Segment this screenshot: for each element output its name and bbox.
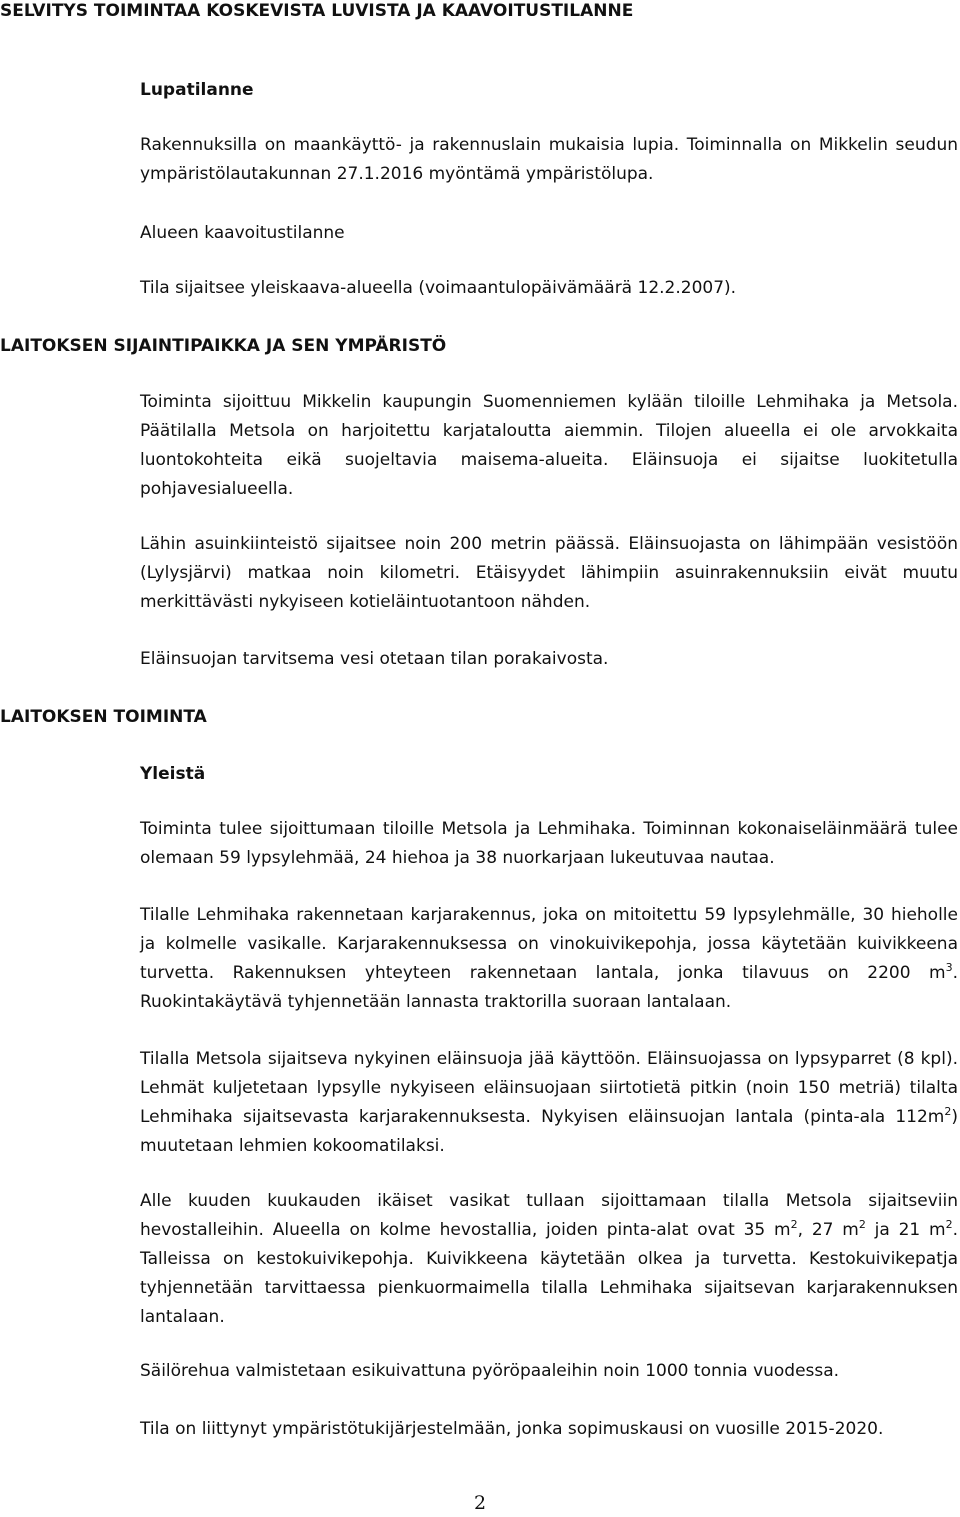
document-title: SELVITYS TOIMINTAA KOSKEVISTA LUVISTA JA KAAVOITUSTILANNE xyxy=(0,1,634,21)
paragraph-toiminta-4 xyxy=(140,1187,958,1332)
text-run: Tilalla Metsola sijaitseva nykyinen eläinsuoja jää käyttöön. Eläinsuojassa on lypsyparret (8 kpl). Lehmät kuljetetaan lypsylle nykyiseen eläinsuojaan siirtotietä pitkin (noin 150 metriä) tilalta Lehmihaka sijaitsevasta karjarakennuksesta. Nykyisen eläinsuojan lantala (pinta-ala 112m xyxy=(140,1049,958,1127)
paragraph-toiminta-5: Säilörehua valmistetaan esikuivattuna pyöröpaaleihin noin 1000 tonnia vuodessa. xyxy=(140,1361,840,1381)
page-number: 2 xyxy=(473,1492,487,1514)
text-run: , 27 m xyxy=(797,1220,859,1240)
subsection-heading-yleista: Yleistä xyxy=(140,764,206,784)
superscript: 2 xyxy=(945,1218,953,1231)
text-run: ) muutetaan lehmien kokoomatilaksi. xyxy=(140,1107,958,1156)
paragraph-toiminta-1: Toiminta tulee sijoittumaan tiloille Metsola ja Lehmihaka. Toiminnan kokonaiseläinmäärä tulee olemaan 59 lypsylehmää, 24 hiehoa ja 38 nuorkarjaan lukeutuvaa nautaa. xyxy=(140,819,958,868)
paragraph-lupatilanne: Rakennuksilla on maankäyttö- ja rakennuslain mukaisia lupia. Toiminnalla on Mikkelin seudun ympäristölautakunnan 27.1.2016 myöntämä ympäristölupa. xyxy=(140,135,958,184)
text-run: Tilalle Lehmihaka rakennetaan karjarakennus, joka on mitoitettu 59 lypsylehmälle, 30 hieholle ja kolmelle vasikalle. Karjarakennuksessa on vinokuivikepohja, jossa käytetään kuivikkeena turvetta. Rakennuksen yhteyteen rakennetaan lantala, jonka tilavuus on 2200 m xyxy=(140,905,958,983)
superscript: 3 xyxy=(945,961,953,974)
section-heading-sijainti: LAITOKSEN SIJAINTIPAIKKA JA SEN YMPÄRISTÖ xyxy=(0,336,447,356)
superscript: 2 xyxy=(790,1218,798,1231)
superscript: 2 xyxy=(858,1218,866,1231)
text-run: Alle kuuden kuukauden ikäiset vasikat tullaan sijoittamaan tilalla Metsola sijaitseviin hevostalleihin. Alueella on kolme hevostallia, joiden pinta-alat ovat 35 m xyxy=(140,1191,958,1240)
paragraph-toiminta-6: Tila on liittynyt ympäristötukijärjestelmään, jonka sopimuskausi on vuosille 2015-2020. xyxy=(140,1419,884,1439)
superscript: 2 xyxy=(944,1105,952,1118)
paragraph-kaavoitus: Tila sijaitsee yleiskaava-alueella (voimaantulopäivämäärä 12.2.2007). xyxy=(140,278,737,298)
paragraph-sijainti-1: Toiminta sijoittuu Mikkelin kaupungin Suomenniemen kylään tiloille Lehmihaka ja Metsola. Päätilalla Metsola on harjoitettu karjataloutta aiemmin. Tilojen alueella ei ole arvokkaita luontokohteita eikä suojeltavia maisema-alueita. Eläinsuoja ei sijaitse luokitetulla pohjavesialueella. xyxy=(140,392,958,499)
text-run: ja 21 m xyxy=(865,1220,946,1240)
section-heading-kaavoitus: Alueen kaavoitustilanne xyxy=(140,223,345,243)
section-heading-toiminta: LAITOKSEN TOIMINTA xyxy=(0,707,207,727)
paragraph-sijainti-3: Eläinsuojan tarvitsema vesi otetaan tilan porakaivosta. xyxy=(140,649,609,669)
paragraph-toiminta-3 xyxy=(140,1045,958,1161)
text-run: . Ruokintakäytävä tyhjennetään lannasta traktorilla suoraan lantalaan. xyxy=(140,963,958,1012)
section-heading-lupatilanne: Lupatilanne xyxy=(140,80,254,100)
text-run: . Talleissa on kestokuivikepohja. Kuivikkeena käytetään olkea ja turvetta. Kestokuivikepatja tyhjennetään tarvittaessa pienkuormaimella tilalla Lehmihaka sijaitsevan karjarakennuksen lantalaan. xyxy=(140,1220,958,1327)
paragraph-toiminta-2 xyxy=(140,901,958,1017)
paragraph-sijainti-2: Lähin asuinkiinteistö sijaitsee noin 200 metrin päässä. Eläinsuojasta on lähimpään vesistöön (Lylysjärvi) matkaa noin kilometri. Etäisyydet lähimpiin asuinrakennuksiin eivät muutu merkittävästi nykyiseen kotieläintuotantoon nähden. xyxy=(140,534,958,612)
